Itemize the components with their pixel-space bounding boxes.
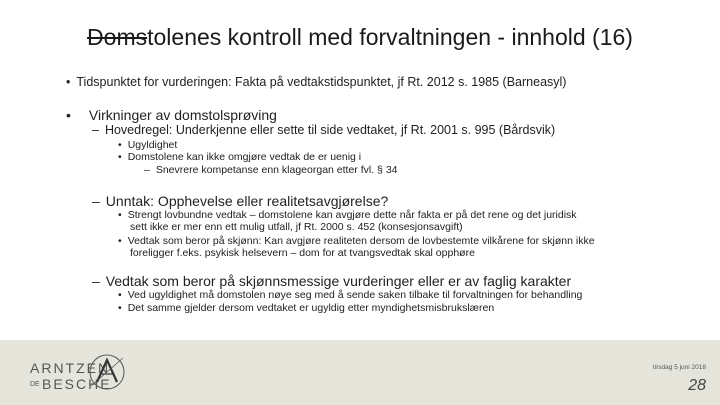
sub-item-professional-judgement: – Vedtak som beror på skjønnsmessige vurderinger eller er av faglig karakter <box>92 273 572 289</box>
sub-sub-item-discretion-cont: foreligger f.eks. psykisk helsevern – dom for at tvangsvedtak skal opphøre <box>130 247 475 259</box>
sub-sub-item-no-reversal: • Domstolene kan ikke omgjøre vedtak de er uenig i <box>118 151 362 163</box>
logo-text-de: DE <box>30 381 40 388</box>
sub-sub-item-invalidity: • Ugyldighet <box>118 139 178 151</box>
sub-sub-item-abuse-of-power: • Det samme gjelder dersom vedtaket er ugyldig etter myndighetsmisbrukslæren <box>118 302 495 314</box>
title-rest: tolenes kontroll med forvaltningen - innhold (16) <box>147 24 633 50</box>
logo-text-arntzen: ARNTZEN <box>30 360 111 376</box>
sub-item-exception: – Unntak: Opphevelse eller realitetsavgjørelse? <box>92 193 389 209</box>
page-number: 28 <box>688 377 706 394</box>
footer-date: tirsdag 5 juni 2018 <box>652 364 706 371</box>
logo-text-besche: BESCHE <box>42 376 112 392</box>
title-struck-part: Doms <box>87 24 148 50</box>
level4-item-narrower: – Snevrere kompetanse enn klageorgan etter fvl. § 34 <box>144 164 398 176</box>
sub-item-main-rule: – Hovedregel: Underkjenne eller sette til side vedtaket, jf Rt. 2001 s. 995 (Bårdsvik) <box>92 123 556 137</box>
sub-sub-item-strict-rules: • Strengt lovbundne vedtak – domstolene kan avgjøre dette når fakta er på det rene og det juridisk <box>118 209 577 221</box>
sub-sub-item-discretion: • Vedtak som beror på skjønn: Kan avgjøre realiteten dersom de lovbestemte vilkårene for skjønn ikke <box>118 235 595 247</box>
footer-bar <box>0 340 720 405</box>
bullet-item-timing: • Tidspunktet for vurderingen: Fakta på vedtakstidspunktet, jf Rt. 2012 s. 1985 (Barneasyl) <box>66 75 567 89</box>
bullet-item-effects: • Virkninger av domstolsprøving <box>66 107 277 123</box>
logo-monogram-icon <box>85 350 129 394</box>
sub-sub-item-strict-rules-cont: sett ikke er mer enn ett mulig utfall, jf Rt. 2000 s. 452 (konsesjonsavgift) <box>130 221 463 233</box>
sub-sub-item-send-back: • Ved ugyldighet må domstolen nøye seg med å sende saken tilbake til forvaltningen for behandling <box>118 289 583 301</box>
